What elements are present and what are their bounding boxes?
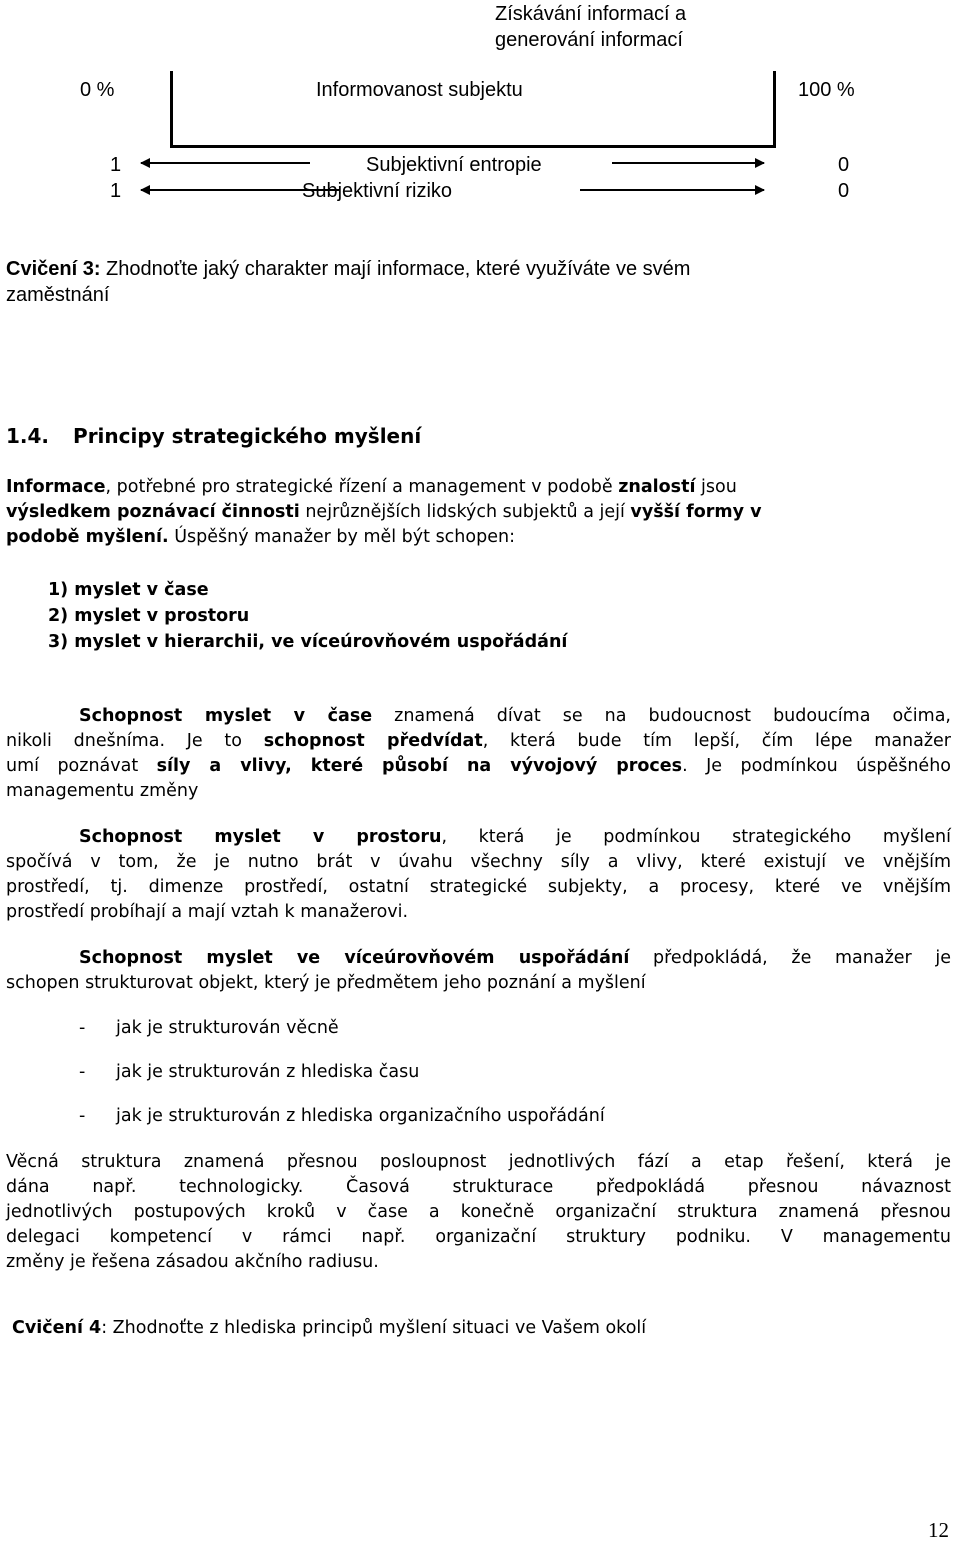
para-time-text: , která bude tím lepší, čím lépe manažer <box>482 731 952 751</box>
para-level-text: předpokládá, že manažer je <box>629 948 951 968</box>
intro-bold-informace: Informace <box>6 477 106 497</box>
dash-marker: - <box>79 1018 86 1038</box>
para-time-bold: Schopnost myslet v čase <box>79 706 373 726</box>
intro-bold-podobe: podobě myšlení. <box>6 527 169 547</box>
para-time-text: znamená dívat se na budoucnost budoucíma očima, <box>372 706 951 726</box>
row1-label: Subjektivní entropie <box>366 154 542 176</box>
para-structure-line: změny je řešena zásadou akčního radiusu. <box>6 1252 379 1272</box>
list-item: 2) myslet v prostoru <box>48 606 250 626</box>
intro-text: Úspěšný manažer by měl být schopen: <box>168 527 515 547</box>
diagram-right-label: 100 % <box>798 79 855 101</box>
intro-bold-vyssi: vyšší formy v <box>630 502 762 522</box>
para-structure-line: Věcná struktura znamená přesnou posloupnost jednotlivých fází a etap řešení, která je <box>6 1152 951 1172</box>
intro-paragraph <box>6 475 951 550</box>
dash-item <box>0 1060 960 1085</box>
para-space-bold: Schopnost myslet v prostoru <box>79 827 442 847</box>
dash-item <box>0 1016 960 1041</box>
intro-bold-vysledkem: výsledkem poznávací činnosti <box>6 502 300 522</box>
exercise3-label: Cvičení 3: <box>6 258 101 280</box>
para-space-text: spočívá v tom, že je nutno brát v úvahu všechny síly a vlivy, které existují ve vnějším <box>6 852 951 872</box>
row1-right-value: 0 <box>838 154 850 176</box>
para-time-text: managementu změny <box>6 781 199 801</box>
dash-item-text: jak je strukturován z hlediska organizačního uspořádání <box>116 1106 605 1126</box>
para-time-bold-predvidat: schopnost předvídat <box>263 731 483 751</box>
para-time-text: nikoli dnešníma. Je to <box>6 731 264 751</box>
dash-item <box>0 1104 960 1129</box>
exercise4-label: Cvičení 4 <box>12 1318 102 1338</box>
exercise3-text2: zaměstnání <box>6 284 110 306</box>
para-space-text: , která je podmínkou strategického myšlení <box>441 827 951 847</box>
para-space-text: prostředí probíhají a mají vztah k manažerovi. <box>6 902 409 922</box>
row1-left-value: 1 <box>110 154 122 176</box>
para-level <box>6 946 951 996</box>
intro-text: jsou <box>695 477 737 497</box>
page-number: 12 <box>928 1518 949 1542</box>
para-level-bold: Schopnost myslet ve víceúrovňovém uspořádání <box>79 948 630 968</box>
row2-label: Subjektivní riziko <box>302 180 453 202</box>
list-item: 3) myslet v hierarchii, ve víceúrovňovém uspořádání <box>48 632 568 652</box>
exercise3 <box>6 256 946 282</box>
list-item: 1) myslet v čase <box>48 580 209 600</box>
diagram-left-label: 0 % <box>80 79 115 101</box>
exercise4 <box>12 1316 646 1341</box>
dash-item-text: jak je strukturován věcně <box>116 1018 339 1038</box>
diagram-title-line1: Získávání informací a <box>495 3 687 25</box>
skills-list <box>48 577 567 655</box>
para-level-text: schopen strukturovat objekt, který je předmětem jeho poznání a myšlení <box>6 973 646 993</box>
section-number: 1.4. <box>6 424 50 448</box>
para-space <box>6 825 951 925</box>
diagram-box-label: Informovanost subjektu <box>316 79 523 101</box>
para-structure-line: dána např. technologicky. Časová strukturace předpokládá přesnou návaznost <box>6 1177 951 1197</box>
para-time-text: umí poznávat <box>6 756 157 776</box>
dash-item-text: jak je strukturován z hlediska času <box>116 1062 420 1082</box>
intro-bold-znalosti: znalostí <box>618 477 696 497</box>
dash-marker: - <box>79 1062 86 1082</box>
para-structure-line: delegaci kompetencí v rámci např. organizační struktury podniku. V managementu <box>6 1227 951 1247</box>
para-time-bold-sily: síly a vlivy, které působí na vývojový proces <box>156 756 683 776</box>
dash-marker: - <box>79 1106 86 1126</box>
diagram-title-line2: generování informací <box>495 29 683 51</box>
para-time-text: . Je podmínkou úspěšného <box>682 756 951 776</box>
para-structure-line: jednotlivých postupových kroků v čase a konečně organizační struktura znamená přesnou <box>6 1202 951 1222</box>
para-space-text: prostředí, tj. dimenze prostředí, ostatní strategické subjekty, a procesy, které ve vnějším <box>6 877 951 897</box>
row2-left-value: 1 <box>110 180 122 202</box>
exercise3-text: Zhodnoťte jaký charakter mají informace, které využíváte ve svém <box>100 258 691 280</box>
section-title: Principy strategického myšlení <box>73 424 422 448</box>
section-heading <box>6 421 421 451</box>
para-time <box>6 704 951 804</box>
exercise4-text: : Zhodnoťte z hlediska principů myšlení situaci ve Vašem okolí <box>101 1318 647 1338</box>
row2-right-value: 0 <box>838 180 850 202</box>
diagram-arrows <box>0 0 960 260</box>
intro-text: , potřebné pro strategické řízení a management v podobě <box>105 477 619 497</box>
intro-text: nejrůznějších lidských subjektů a její <box>299 502 631 522</box>
para-structure <box>6 1150 951 1275</box>
